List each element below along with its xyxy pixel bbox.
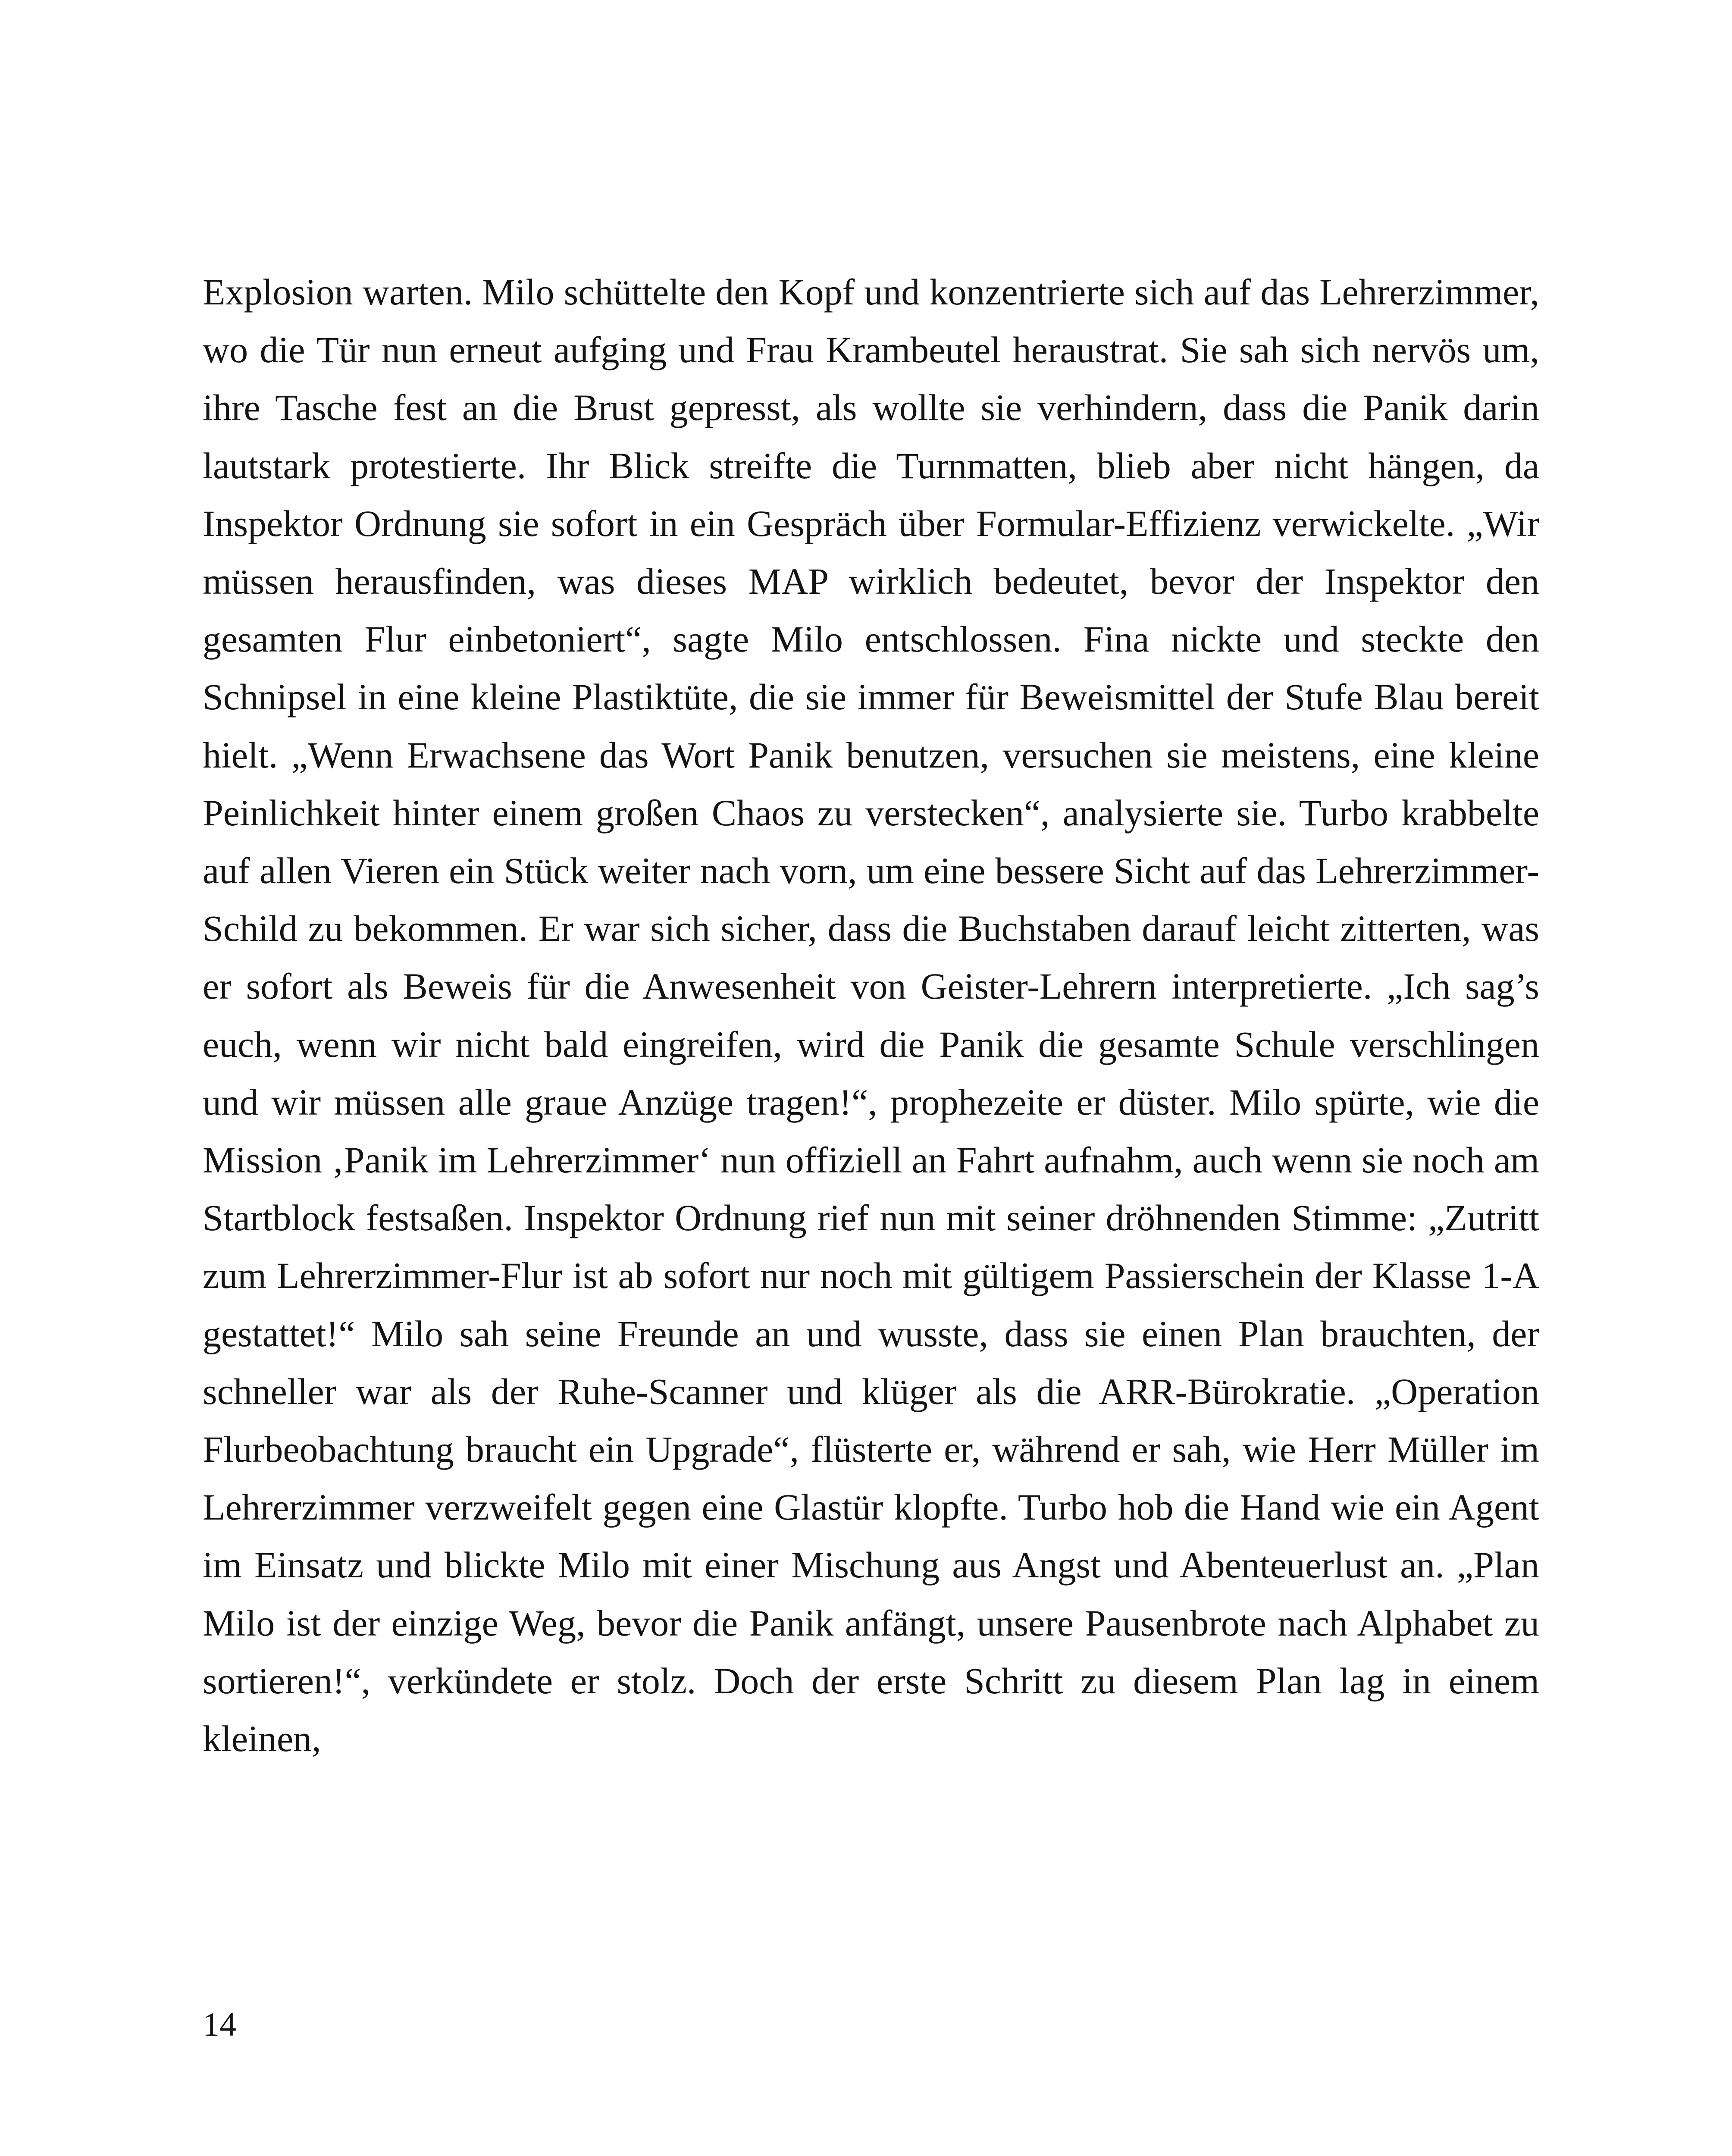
body-paragraph: Explosion warten. Milo schüttelte den Kopf und konzentrierte sich auf das Lehrerzimmer, wo die Tür nun erneut aufging und Frau Krambeutel heraustrat. Sie sah sich nervös um, ihre Tasche fest an die Brust gepresst, als wollte sie verhindern, dass die Panik darin lautstark protestierte. Ihr Blick streifte die Turnmatten, blieb aber nicht hängen, da Inspektor Ordnung sie sofort in ein Gespräch über Formular-Effizienz verwickelte. „Wir müssen herausfinden, was dieses MAP wirklich bedeutet, bevor der Inspektor den gesamten Flur einbetoniert“, sagte Milo entschlossen. Fina nickte und steckte den Schnipsel in eine kleine Plastiktüte, die sie immer für Beweismittel der Stufe Blau bereit hielt. „Wenn Erwachsene das Wort Panik benutzen, versuchen sie meistens, eine kleine Peinlichkeit hinter einem großen Chaos zu verstecken“, analysierte sie. Turbo krabbelte auf allen Vieren ein Stück weiter nach vorn, um eine bessere Sicht auf das Lehrerzimmer-Schild zu bekommen. Er war sich sicher, dass die Buchstaben darauf leicht zitterten, was er sofort als Beweis für die Anwesenheit von Geister-Lehrern interpretierte. „Ich sag’s euch, wenn wir nicht bald eingreifen, wird die Panik die gesamte Schule verschlingen und wir müssen alle graue Anzüge tragen!“, prophezeite er düster. Milo spürte, wie die Mission ‚Panik im Lehrerzimmer‘ nun offiziell an Fahrt aufnahm, auch wenn sie noch am Startblock festsaßen. Inspektor Ordnung rief nun mit seiner dröhnenden Stimme: „Zutritt zum Lehrerzimmer-Flur ist ab sofort nur noch mit gültigem Passierschein der Klasse 1-A gestattet!“ Milo sah seine Freunde an und wusste, dass sie einen Plan brauchten, der schneller war als der Ruhe-Scanner und klüger als die ARR-Bürokratie. „Operation Flurbeobachtung braucht ein Upgrade“, flüsterte er, während er sah, wie Herr Müller im Lehrerzimmer verzweifelt gegen eine Glastür klopfte. Turbo hob die Hand wie ein Agent im Einsatz und blickte Milo mit einer Mischung aus Angst und Abenteuerlust an. „Plan Milo ist der einzige Weg, bevor die Panik anfängt, unsere Pausenbrote nach Alphabet zu sortieren!“, verkündete er stolz. Doch der erste Schritt zu diesem Plan lag in einem kleinen, <box>203 271 1539 1760</box>
page-number: 14 <box>203 2006 236 2043</box>
